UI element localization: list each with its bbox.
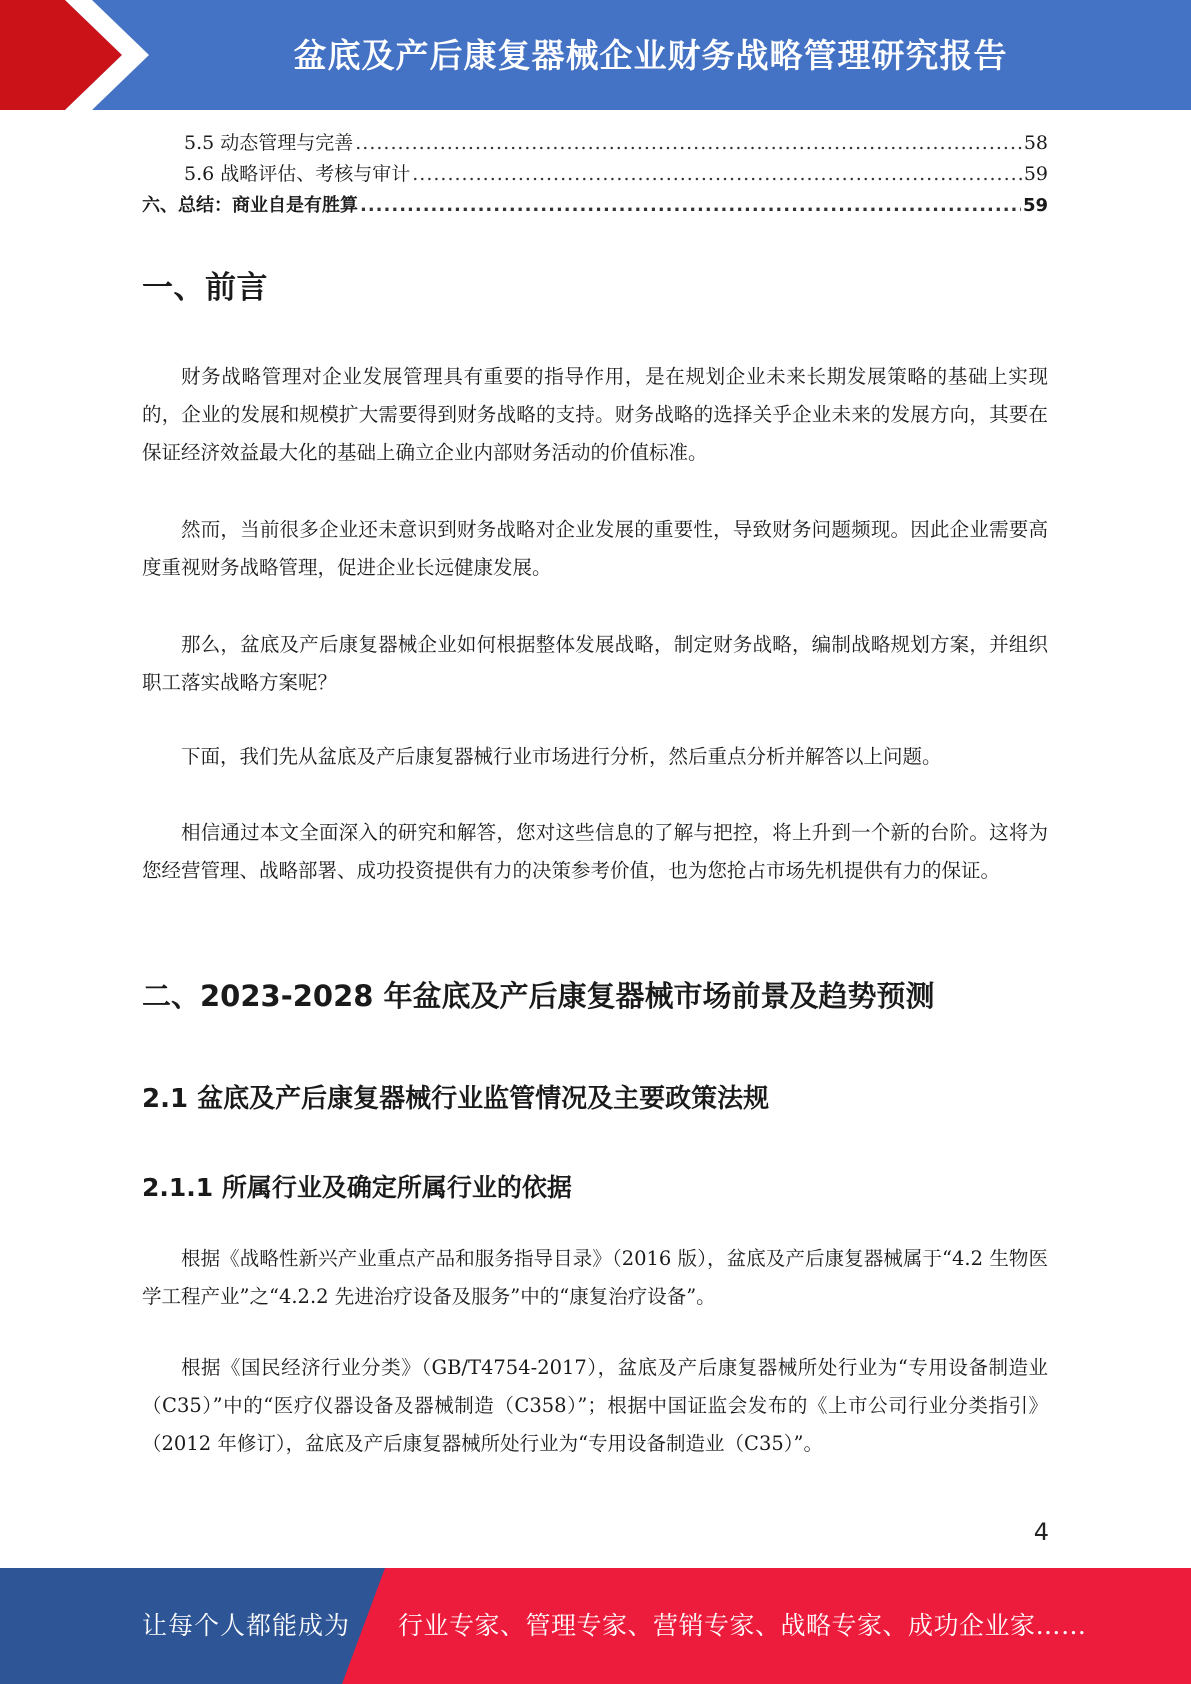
report-title: 盆底及产后康复器械企业财务战略管理研究报告 xyxy=(293,35,1008,75)
body-paragraph: 相信通过本文全面深入的研究和解答，您对这些信息的了解与把控，将上升到一个新的台阶。这将为您经营管理、战略部署、成功投资提供有力的决策参考价值，也为您抢占市场先机提供有力的保证。 xyxy=(142,821,1048,882)
toc-leader-dots xyxy=(360,190,1021,221)
footer-slogan-right: 行业专家、管理专家、营销专家、战略专家、成功企业家…… xyxy=(398,1611,1087,1640)
subsubsection-heading: 2.1.1 所属行业及确定所属行业的依据 xyxy=(142,1173,572,1202)
toc-leader-dots xyxy=(412,159,1022,190)
section-preface-heading-wrap xyxy=(142,262,1048,307)
body-paragraph: 根据《战略性新兴产业重点产品和服务指导目录》（2016 版），盆底及产后康复器械属于“4.2 生物医学工程产业”之“4.2.2 先进治疗设备及服务”中的“康复治疗设备”。 xyxy=(142,1247,1048,1308)
toc-leader-dots xyxy=(355,128,1022,159)
paragraph-block xyxy=(142,626,1048,702)
toc-entry[interactable] xyxy=(142,128,1048,159)
body-paragraph: 下面，我们先从盆底及产后康复器械行业市场进行分析，然后重点分析并解答以上问题。 xyxy=(181,745,942,768)
paragraph-block xyxy=(142,1349,1048,1463)
body-paragraph: 然而，当前很多企业还未意识到财务战略对企业发展的重要性，导致财务问题频现。因此企业需要高度重视财务战略管理，促进企业长远健康发展。 xyxy=(142,518,1048,579)
paragraph-block xyxy=(142,738,1048,776)
toc-entry-page: 59 xyxy=(1022,195,1048,216)
footer-banner xyxy=(0,1568,1191,1684)
toc-entry-page: 58 xyxy=(1023,132,1048,154)
section-heading: 一、前言 xyxy=(142,270,268,306)
footer-slogan-left: 让每个人都能成为 xyxy=(142,1611,351,1640)
toc-entry[interactable] xyxy=(142,159,1048,190)
subsection-heading: 2.1 盆底及产后康复器械行业监管情况及主要政策法规 xyxy=(142,1084,770,1114)
section-heading-wrap xyxy=(142,974,1048,1015)
subsection-heading-wrap xyxy=(142,1078,1048,1115)
body-paragraph: 财务战略管理对企业发展管理具有重要的指导作用，是在规划企业未来长期发展策略的基础上实现的，企业的发展和规模扩大需要得到财务战略的支持。财务战略的选择关乎企业未来的发展方向，其要在保证经济效益最大化的基础上确立企业内部财务活动的价值标准。 xyxy=(142,365,1048,464)
toc-entry-label: 六、总结：商业自是有胜算 xyxy=(142,195,358,216)
section-heading: 二、2023-2028 年盆底及产后康复器械市场前景及趋势预测 xyxy=(142,979,935,1013)
toc-entry-page: 59 xyxy=(1023,163,1048,185)
table-of-contents xyxy=(142,128,1048,221)
toc-entry-label: 5.5 动态管理与完善 xyxy=(184,132,354,154)
header-banner xyxy=(0,0,1191,110)
body-paragraph: 那么，盆底及产后康复器械企业如何根据整体发展战略，制定财务战略，编制战略规划方案，并组织职工落实战略方案呢？ xyxy=(142,633,1048,694)
paragraph-block xyxy=(142,814,1048,890)
paragraph-block xyxy=(142,358,1048,472)
toc-entry[interactable] xyxy=(142,190,1048,221)
subsubsection-heading-wrap xyxy=(142,1168,1048,1204)
paragraph-block xyxy=(142,511,1048,587)
paragraph-block xyxy=(142,1240,1048,1316)
body-paragraph: 根据《国民经济行业分类》（GB/T4754-2017），盆底及产后康复器械所处行业为“专用设备制造业（C35）”中的“医疗仪器设备及器械制造（C358）”；根据中国证监会发布的《上市公司行业分类指引》（2012 年修订），盆底及产后康复器械所处行业为“专用设备制造业（C35）”。 xyxy=(142,1356,1048,1455)
toc-entry-label: 5.6 战略评估、考核与审计 xyxy=(184,163,411,185)
page-number: 4 xyxy=(1033,1518,1049,1546)
